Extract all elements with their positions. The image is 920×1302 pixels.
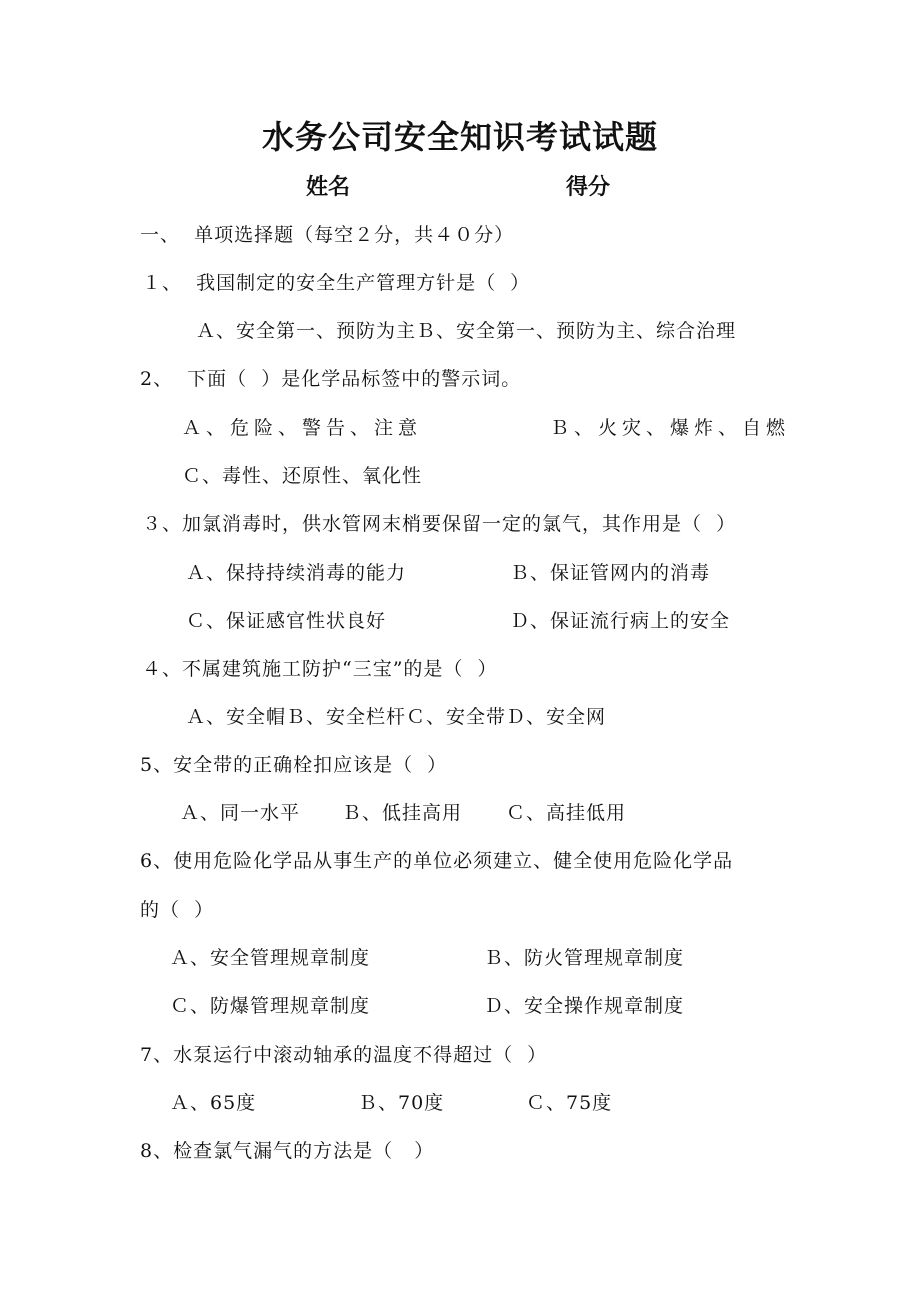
question-3-option-b: Ｂ、保证管网内的消毒 — [510, 562, 711, 584]
question-2-stem: 2、 下面（ ）是化学品标签中的警示词。 — [140, 368, 522, 390]
question-1-options: Ａ、安全第一、预防为主Ｂ、安全第一、预防为主、综合治理 — [196, 320, 737, 342]
question-3-stem: ３、加氯消毒时，供水管网末梢要保留一定的氯气，其作用是（ ） — [142, 513, 737, 535]
question-6-option-d: Ｄ、安全操作规章制度 — [484, 995, 685, 1017]
page-title: 水务公司安全知识考试试题 — [261, 118, 658, 156]
question-5-option-b: Ｂ、低挂高用 — [342, 802, 463, 824]
question-2-option-a: Ａ、危险、警告、注意 — [182, 417, 423, 439]
name-label: 姓名 — [306, 175, 351, 200]
question-5-option-a: Ａ、同一水平 — [180, 802, 301, 824]
score-label: 得分 — [566, 175, 611, 200]
question-3-option-c: Ｃ、保证感官性状良好 — [186, 610, 387, 632]
question-2-option-b: Ｂ、火灾、爆炸、自燃 — [550, 417, 791, 439]
section-heading: 一、 单项选择题（每空２分，共４０分） — [140, 224, 515, 246]
question-7-option-c: Ｃ、75度 — [526, 1092, 613, 1114]
question-2-option-c: Ｃ、毒性、还原性、氧化性 — [182, 465, 423, 487]
question-4-stem: ４、不属建筑施工防护“三宝”的是（ ） — [142, 658, 498, 680]
question-1-stem: １、 我国制定的安全生产管理方针是（ ） — [142, 272, 531, 294]
question-6-stem-continued: 的（ ） — [140, 899, 215, 921]
question-3-option-a: Ａ、保持持续消毒的能力 — [186, 562, 407, 584]
question-6-stem: 6、使用危险化学品从事生产的单位必须建立、健全使用危险化学品 — [140, 850, 734, 872]
question-6-option-b: Ｂ、防火管理规章制度 — [484, 947, 685, 969]
question-3-option-d: Ｄ、保证流行病上的安全 — [510, 610, 731, 632]
question-5-option-c: Ｃ、高挂低用 — [506, 802, 627, 824]
question-7-stem: 7、水泵运行中滚动轴承的温度不得超过（ ） — [140, 1044, 548, 1066]
question-6-option-c: Ｃ、防爆管理规章制度 — [170, 995, 371, 1017]
question-6-option-a: Ａ、安全管理规章制度 — [170, 947, 371, 969]
question-8-stem: 8、检查氯气漏气的方法是（ ） — [140, 1140, 435, 1162]
question-7-option-a: Ａ、65度 — [170, 1092, 257, 1114]
question-4-options: Ａ、安全帽Ｂ、安全栏杆Ｃ、安全带Ｄ、安全网 — [186, 706, 607, 728]
question-5-stem: 5、安全带的正确栓扣应该是（ ） — [140, 754, 448, 776]
question-7-option-b: Ｂ、70度 — [358, 1092, 445, 1114]
